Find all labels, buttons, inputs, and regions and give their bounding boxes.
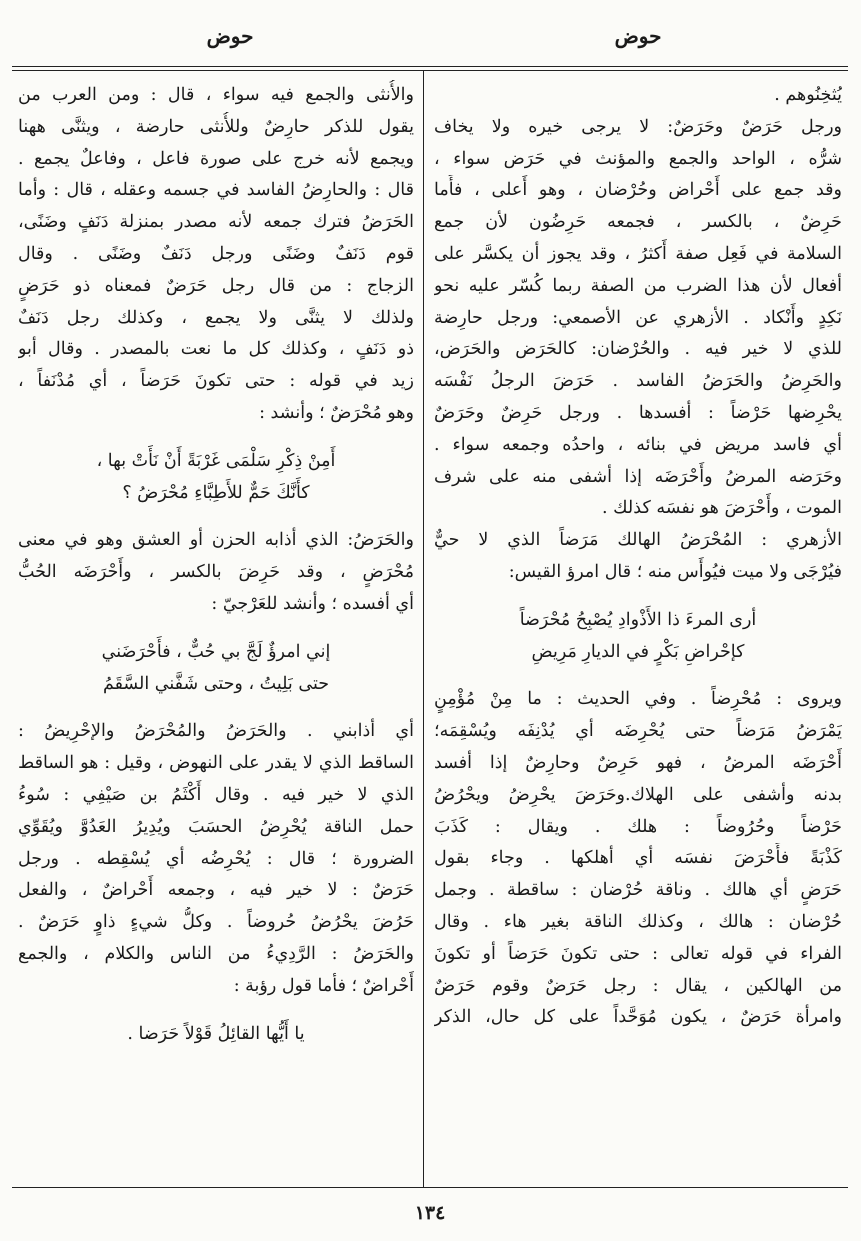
verse-spacer [18,509,414,525]
text-line: حَرَضٌ : لا خير فيه ، وجمعه أَحْراضٌ ، والفعل [18,880,414,901]
verse-spacer [434,668,842,684]
text-line: والأُنثى والجمع فيه سواء ، قال : ومن العرب من [18,85,414,105]
right-column [434,80,842,1034]
verse-spacer [434,589,842,605]
text-line: من الهالكين ، يقال : رجل حَرَضٌ وقوم حَرَضٌ [434,975,842,996]
text-line: أَحْراضٌ ؛ فأما قول رؤبة : [233,975,414,996]
column-divider [423,70,424,1187]
text-line: وقد جمع على أَحْراض وحُرْضان ، وهو أَعلى ، فأَما [434,180,842,201]
text-line: ورجل حَرَضٌ وحَرَضٌ: لا يرجى خيره ولا يخاف [434,116,842,137]
text-line: أَحْرَضَه المرضُ ، فهو حَرِضٌ وحارِضٌ إذا أفسد [434,752,842,773]
verse-line: حتى بَلِيتُ ، وحتى شَفَّني السَّقَمُ [102,673,330,694]
text-line: قوم دَنَفٌ وضَنًى ورجل دَنَفٌ وضَنًى . وقال [18,243,414,264]
text-line: يحْرِضها حَرْضاً : أفسدها . ورجل حَرِضٌ وحَرَضٌ [434,402,842,423]
text-line: حَرِضٌ ، بالكسر ، فجمعه حَرِضُون لأن جمع [434,212,842,233]
text-line: الساقط الذي لا يقدر على النهوض ، وقيل : هو الساقط [18,753,414,774]
text-line: والحَرَضُ : الرَّدِيءُ من الناس والكلام ، والجمع [18,943,414,964]
text-line: وحَرَضه المرضُ وأَحْرَضَه إذا أشفى منه على شرف [434,466,842,487]
text-line: يقول للذكر حارِضٌ وللأُنثى حارضة ، ويثنَّى ههنا [18,116,414,137]
text-line: أي فاسد مريض في بنائه ، واحدُه وجمعه سواء . [434,434,842,455]
text-line: الحَرَضُ فترك جمعه لأنه مصدر بمنزلة دَنَفٍ وضَنًى، [18,212,414,233]
text-line: زيد في قوله : حتى تكونَ حَرَضاً ، أي مُدْنَفاً ، [18,371,414,392]
text-line: السلامة في فَعِل صفة أَكثرُ ، وقد يجوز أن يكسَّر على [434,243,842,264]
text-line: أي أذابني . والحَرَضُ والمُحْرَضُ والإحْرِيضُ : [18,721,414,742]
text-line: والحَرَضُ: الذي أذابه الحزن أو العشق وهو في معنى [18,530,414,551]
text-line: الذي لا خير فيه . وقال أَكْثَمُ بن صَيْفِي : سُوءُ [18,784,414,805]
text-line: كَذْبَةً فأَحْرَضَ نفسَه أي أهلكها . وجاء بقول [434,848,842,869]
verse-line: كإحْراضِ بَكْرٍ في الديارِ مَرِيضِ [531,641,745,662]
text-line: يَمْرَضُ مَرَضاً حتى يُحْرِضَه أي يُدْنِفَه ويُسْقِمَه؛ [434,721,842,742]
text-line: حُرْضان : هالك ، وكذلك الناقة بغير هاء . وقال [434,911,842,932]
running-header-left: حوض [206,24,254,48]
text-line: وهو مُحْرَضٌ ؛ وأنشد : [259,402,414,423]
text-line: ولذلك لا يثنَّى ولا يجمع ، وكذلك رجل دَنَفٌ [18,307,414,328]
verse-line: أَمِنْ ذِكْرِ سَلْمَى غَرْبَةً أَنْ نَأَتْ بها ، [96,450,336,471]
text-line: شرُّه ، الواحد والجمع والمؤنث في حَرَض سواء ، [434,148,842,169]
text-line: حَرْضاً وحُرُوضاً : هلك . ويقال : كَذَبَ [434,816,842,837]
verse-spacer [18,430,414,446]
text-line: الفراء في قوله تعالى : حتى تكونَ حَرَضاً أو تكونَ [434,943,842,964]
text-line: للذي لا خير فيه . والحُرْضان: كالحَرَض والحَرَض، [434,339,842,360]
text-line: والحَرِضُ والحَرَضُ الفاسد . حَرَضَ الرجلُ نَفْسَه [434,371,842,392]
text-line: الضرورة ؛ قال : يُحْرِضُه أي يُسْقِطه . ورجل [18,848,414,869]
verse-line: أرى المرءَ ذا الأَذْوادِ يُصْبِحُ مُحْرَضاً [519,609,757,630]
left-column [18,80,414,1050]
running-header-right: حوض [614,24,662,48]
text-line: قال : والحارِضُ الفاسد في جسمه وعقله ، قال : وأما [18,180,414,201]
text-line: ويجمع لأنه خرج على صورة فاعل ، وفاعلٌ يجمع . [18,148,414,169]
verse-line: يا أَيُّها القائِلُ قَوْلاً حَرَضا . [127,1023,305,1044]
text-line: أفعال لأن هذا الضرب من الصفة ربما كُسّر عليه نحو [434,275,842,296]
text-line: ذو دَنَفٍ ، وكذلك كل ما نعت بالمصدر . وقال أبو [18,339,414,360]
text-line: الزجاج : من قال رجل حَرَضٌ فمعناه ذو حَرَضٍ [18,275,414,296]
verse-spacer [18,1003,414,1019]
text-line: ويروى : مُحْرِضاً . وفي الحديث : ما مِنْ مُؤْمِنٍ [434,689,842,710]
header-rule-thin [12,70,848,71]
verse-line: كأَنَّكَ حَمٌّ للأَطِبَّاءِ مُحْرَضُ ؟ [122,482,310,503]
footer-rule [12,1187,848,1188]
page-number: ١٣٤ [414,1202,446,1224]
text-line: الموت ، وأَحْرَضَ هو نفسَه كذلك . [602,498,842,519]
text-line: نَكِدٍ وأَنْكاد . الأزهري عن الأصمعي: ورجل حارِضة [434,307,842,328]
text-line: وامرأة حَرَضٌ ، يكون مُوَحَّداً على كل حال، الذكر [434,1007,842,1028]
text-line: بدنه وأشفى على الهلاك.وحَرَضَ يحْرِضُ ويحْرُضُ [434,784,842,805]
text-line: حَرَضٍ أي هالك . وناقة حُرْضان : ساقطة . وجمل [434,880,842,901]
verse-spacer [18,700,414,716]
text-line: مُحْرَضٍ ، وقد حَرِضَ بالكسر ، وأَحْرَضَه الحُبُّ [18,562,414,583]
text-line: حمل الناقة يُحْرِضُ الحسَبَ ويُدِيرُ العَدُوَّ ويُقَوِّي [18,816,414,837]
verse-spacer [18,621,414,637]
text-line: حَرُضَ يحْرُضُ حُروضاً . وكلُّ شيءٍ ذاوٍ حَرَضٌ . [18,912,414,933]
text-line: يُثخِنُوهم . [774,85,842,105]
text-line: أي أفسده ؛ وأنشد للعَرْجيّ : [211,593,414,614]
header-rule [12,66,848,67]
verse-line: إني امرؤٌ لَجَّ بي حُبٌّ ، فأَحْرَضَني [101,641,331,662]
text-line: الأزهري : المُحْرَضُ الهالك مَرَضاً الذي لا حيٌّ [434,530,842,551]
text-line: فيُرْجَى ولا ميت فيُوأَس منه ؛ قال امرؤ القيس: [508,561,842,582]
